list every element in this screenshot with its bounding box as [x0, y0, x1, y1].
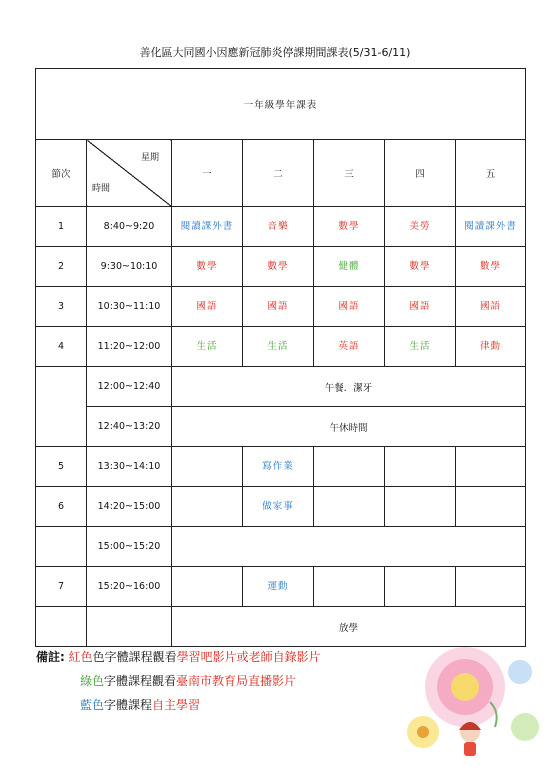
notes	[36, 645, 321, 717]
subject-cell: 數學	[172, 247, 243, 287]
period-header: 節次	[36, 140, 87, 207]
small-flower-icon	[508, 660, 539, 741]
subject-cell: 做家事	[243, 487, 314, 527]
note-blue	[36, 693, 321, 717]
period-cell	[36, 527, 87, 567]
time-cell: 12:40~13:20	[87, 407, 172, 447]
empty-cell	[172, 567, 243, 607]
period-cell: 7	[36, 567, 87, 607]
dismiss-label: 放學	[172, 607, 526, 647]
subject-cell: 國語	[456, 287, 526, 327]
subject-cell: 生活	[243, 327, 314, 367]
table-row	[36, 527, 526, 567]
weekday-header: 星期	[140, 153, 159, 163]
time-cell: 15:20~16:00	[87, 567, 172, 607]
time-cell: 12:00~12:40	[87, 367, 172, 407]
red-source: 學習吧影片或老師自錄影片	[176, 650, 321, 664]
empty-cell	[314, 567, 385, 607]
subject-cell: 數學	[314, 207, 385, 247]
table-row	[36, 447, 526, 487]
empty-cell	[456, 447, 526, 487]
table-row	[36, 567, 526, 607]
break-cell	[172, 527, 526, 567]
empty-cell	[456, 487, 526, 527]
schedule-table	[35, 68, 526, 647]
subject-cell: 美勞	[385, 207, 456, 247]
subject-cell: 數學	[243, 247, 314, 287]
day-header: 二	[243, 140, 314, 207]
table-row	[36, 327, 526, 367]
time-cell: 8:40~9:20	[87, 207, 172, 247]
period-cell	[36, 367, 87, 447]
notes-label: 備註:	[36, 650, 65, 664]
subject-cell: 國語	[243, 287, 314, 327]
pink-flower-icon	[425, 647, 505, 727]
nap-label: 午休時間	[172, 407, 526, 447]
empty-cell	[172, 447, 243, 487]
subject-cell: 國語	[172, 287, 243, 327]
red-word: 紅色	[68, 650, 93, 664]
green-source: 臺南市教育局直播影片	[176, 674, 297, 688]
subject-cell: 數學	[456, 247, 526, 287]
subject-cell: 生活	[385, 327, 456, 367]
lunch-row	[36, 367, 526, 407]
period-cell: 5	[36, 447, 87, 487]
table-row	[36, 287, 526, 327]
subject-cell: 國語	[314, 287, 385, 327]
empty-cell	[456, 567, 526, 607]
empty-cell	[172, 487, 243, 527]
period-cell: 2	[36, 247, 87, 287]
girl-character-icon	[459, 722, 481, 756]
time-cell: 10:30~11:10	[87, 287, 172, 327]
table-row	[36, 207, 526, 247]
subject-cell: 數學	[385, 247, 456, 287]
period-cell: 6	[36, 487, 87, 527]
time-cell: 15:00~15:20	[87, 527, 172, 567]
subject-cell: 閱讀課外書	[456, 207, 526, 247]
note-green	[36, 669, 321, 693]
period-cell: 3	[36, 287, 87, 327]
yellow-flower-icon	[407, 716, 439, 748]
green-word: 綠色	[80, 674, 105, 688]
time-cell: 11:20~12:00	[87, 327, 172, 367]
subject-cell: 國語	[385, 287, 456, 327]
table-title: 一年級學年課表	[36, 69, 526, 140]
empty-cell	[385, 567, 456, 607]
diagonal-header	[87, 140, 172, 207]
table-row	[36, 487, 526, 527]
note-text: 字體課程觀看	[104, 674, 177, 688]
document-title: 善化區大同國小因應新冠肺炎停課期間課表(5/31-6/11)	[139, 46, 411, 59]
subject-cell: 閱讀課外書	[172, 207, 243, 247]
subject-cell: 生活	[172, 327, 243, 367]
subject-cell: 律動	[456, 327, 526, 367]
subject-cell: 寫作業	[243, 447, 314, 487]
empty-cell	[314, 487, 385, 527]
nap-row	[36, 407, 526, 447]
empty-cell	[385, 487, 456, 527]
lunch-label: 午餐．潔牙	[172, 367, 526, 407]
day-header: 五	[456, 140, 526, 207]
day-header: 一	[172, 140, 243, 207]
empty-cell	[385, 447, 456, 487]
period-cell: 1	[36, 207, 87, 247]
day-header: 四	[385, 140, 456, 207]
flower-decoration-illustration	[395, 632, 545, 772]
subject-cell: 運動	[243, 567, 314, 607]
time-cell: 13:30~14:10	[87, 447, 172, 487]
empty-cell	[314, 447, 385, 487]
day-header: 三	[314, 140, 385, 207]
note-text: 色字體課程觀看	[92, 650, 177, 664]
blue-word: 藍色	[80, 698, 105, 712]
subject-cell: 音樂	[243, 207, 314, 247]
time-header: 時間	[92, 184, 111, 194]
time-cell: 14:20~15:00	[87, 487, 172, 527]
table-row	[36, 247, 526, 287]
time-cell: 9:30~10:10	[87, 247, 172, 287]
note-text: 字體課程	[104, 698, 153, 712]
subject-cell: 健體	[314, 247, 385, 287]
period-cell: 4	[36, 327, 87, 367]
subject-cell: 英語	[314, 327, 385, 367]
empty-cell	[36, 607, 87, 647]
blue-source: 自主學習	[152, 698, 201, 712]
note-red	[36, 645, 321, 669]
header-row	[36, 140, 526, 207]
empty-cell	[87, 607, 172, 647]
